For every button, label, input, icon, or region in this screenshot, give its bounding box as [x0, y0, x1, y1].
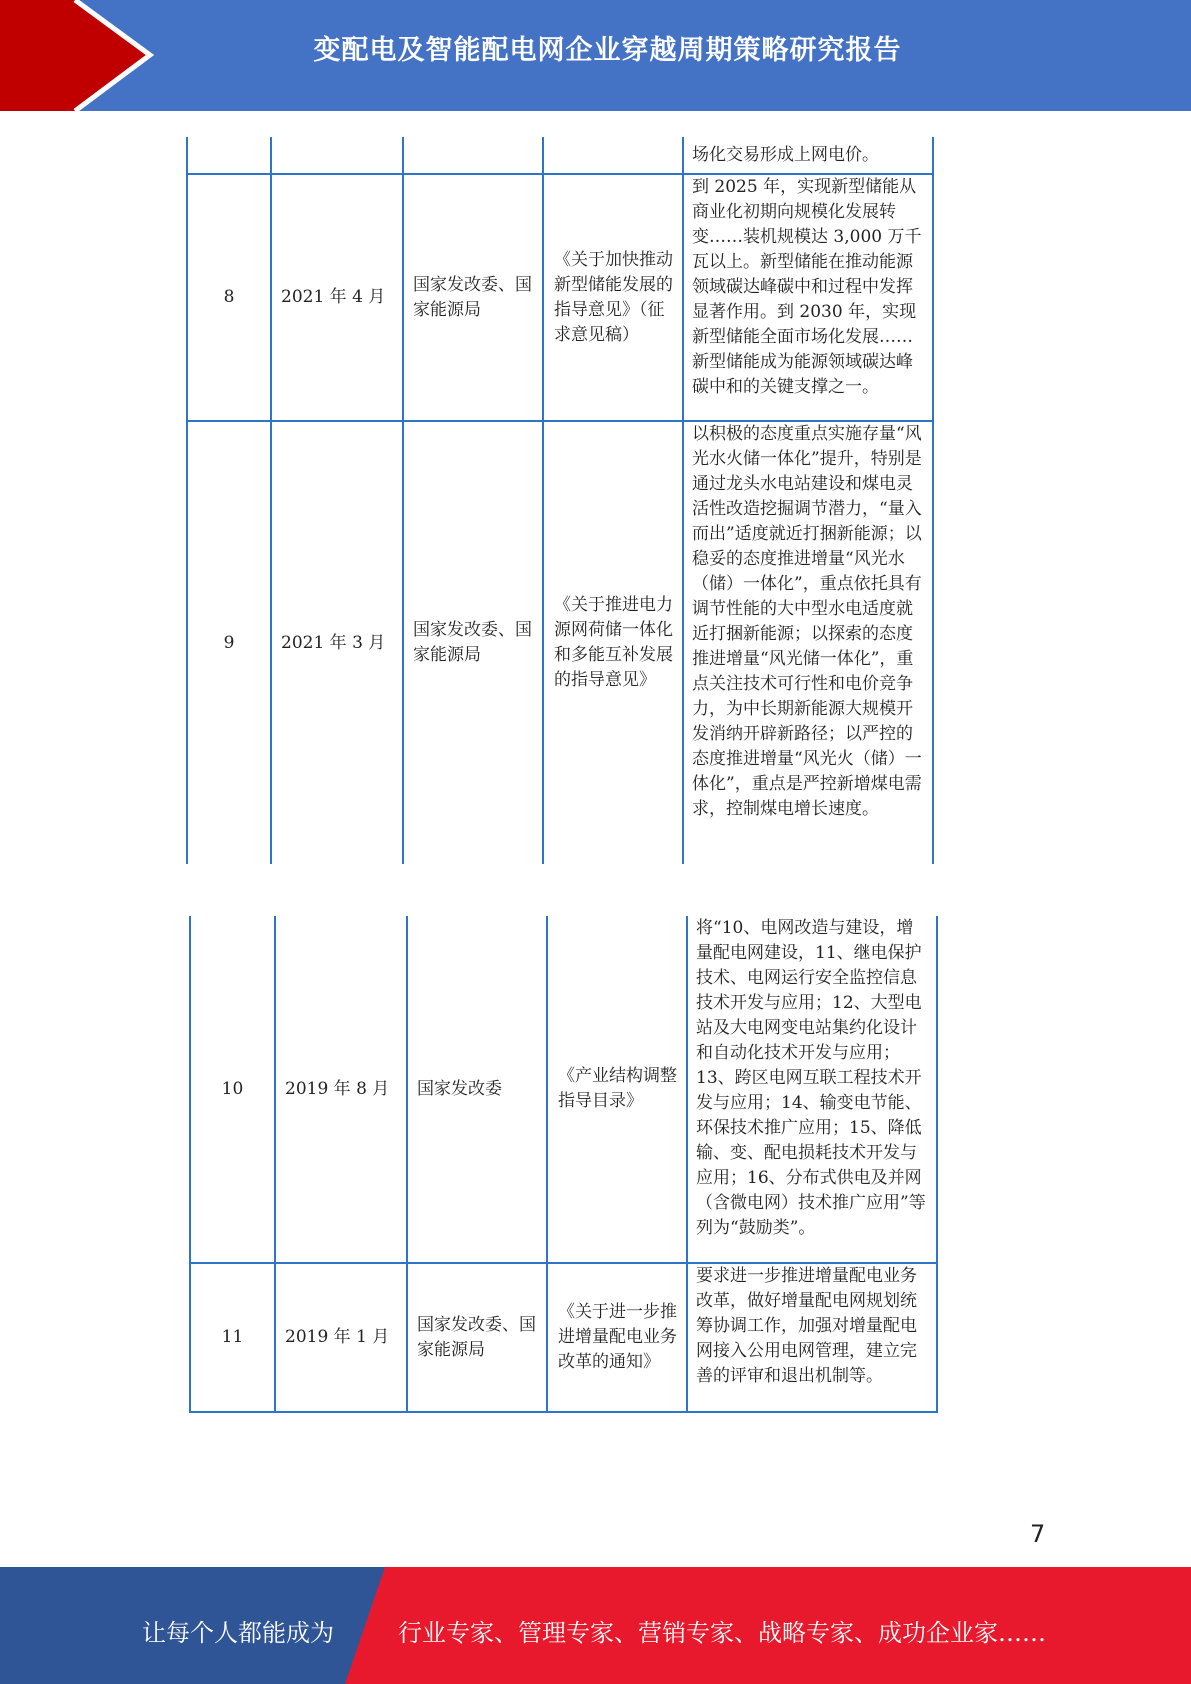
row-issuer: 国家发改委、国家能源局 [403, 174, 543, 421]
row-issuer [403, 137, 543, 174]
row-number: 8 [187, 174, 271, 421]
row-date: 2021 年 3 月 [271, 421, 403, 864]
policy-table-bottom [189, 916, 938, 1413]
row-number: 10 [190, 916, 275, 1263]
row-number: 9 [187, 421, 271, 864]
table-row [190, 1263, 937, 1412]
footer-slogan-right: 行业专家、管理专家、营销专家、战略专家、成功企业家…… [398, 1619, 1046, 1647]
row-issuer: 国家发改委、国家能源局 [407, 1263, 547, 1412]
row-date [271, 137, 403, 174]
row-issuer: 国家发改委 [407, 916, 547, 1263]
row-document: 《关于进一步推进增量配电业务改革的通知》 [547, 1263, 687, 1412]
page-number: 7 [1030, 1520, 1046, 1548]
table-row [187, 421, 933, 864]
row-content: 到 2025 年，实现新型储能从商业化初期向规模化发展转变……装机规模达 3,000 万千瓦以上。新型储能在推动能源领域碳达峰碳中和过程中发挥显著作用。到 2030 年，实现新型储能全面市场化发展……新型储能成为能源领域碳达峰碳中和的关键支撑之一。 [683, 174, 933, 421]
footer-slogan-left: 让每个人都能成为 [142, 1619, 334, 1647]
row-content: 以积极的态度重点实施存量“风光水火储一体化”提升，特别是通过龙头水电站建设和煤电灵活性改造挖掘调节潜力，“量入而出”适度就近打捆新能源；以稳妥的态度推进增量“风光水（储）一体化”，重点依托具有调节性能的大中型水电适度就近打捆新能源；以探索的态度推进增量“风光储一体化”，重点关注技术可行性和电价竞争力，为中长期新能源大规模开发消纳开辟新路径；以严控的态度推进增量“风光火（储）一体化”，重点是严控新增煤电需求，控制煤电增长速度。 [683, 421, 933, 864]
row-document: 《关于加快推动新型储能发展的指导意见》（征求意见稿） [543, 174, 683, 421]
row-content: 将“10、电网改造与建设，增量配电网建设，11、继电保护技术、电网运行安全监控信息技术开发与应用；12、大型电站及大电网变电站集约化设计和自动化技术开发与应用；13、跨区电网互联工程技术开发与应用；14、输变电节能、环保技术推广应用；15、降低输、变、配电损耗技术开发与应用；16、分布式供电及并网（含微电网）技术推广应用”等列为“鼓励类”。 [687, 916, 937, 1263]
row-number [187, 137, 271, 174]
table-row [187, 137, 933, 174]
row-date: 2019 年 8 月 [275, 916, 407, 1263]
row-content: 场化交易形成上网电价。 [683, 137, 933, 174]
row-document [543, 137, 683, 174]
row-number: 11 [190, 1263, 275, 1412]
row-document: 《产业结构调整指导目录》 [547, 916, 687, 1263]
table-row [190, 916, 937, 1263]
row-content: 要求进一步推进增量配电业务改革，做好增量配电网规划统筹协调工作，加强对增量配电网接入公用电网管理，建立完善的评审和退出机制等。 [687, 1263, 937, 1412]
row-date: 2019 年 1 月 [275, 1263, 407, 1412]
row-document: 《关于推进电力源网荷储一体化和多能互补发展的指导意见》 [543, 421, 683, 864]
row-date: 2021 年 4 月 [271, 174, 403, 421]
header-arrow-icon [0, 0, 160, 111]
report-title: 变配电及智能配电网企业穿越周期策略研究报告 [313, 35, 902, 66]
table-row [187, 174, 933, 421]
row-issuer: 国家发改委、国家能源局 [403, 421, 543, 864]
policy-table-top [186, 137, 934, 864]
